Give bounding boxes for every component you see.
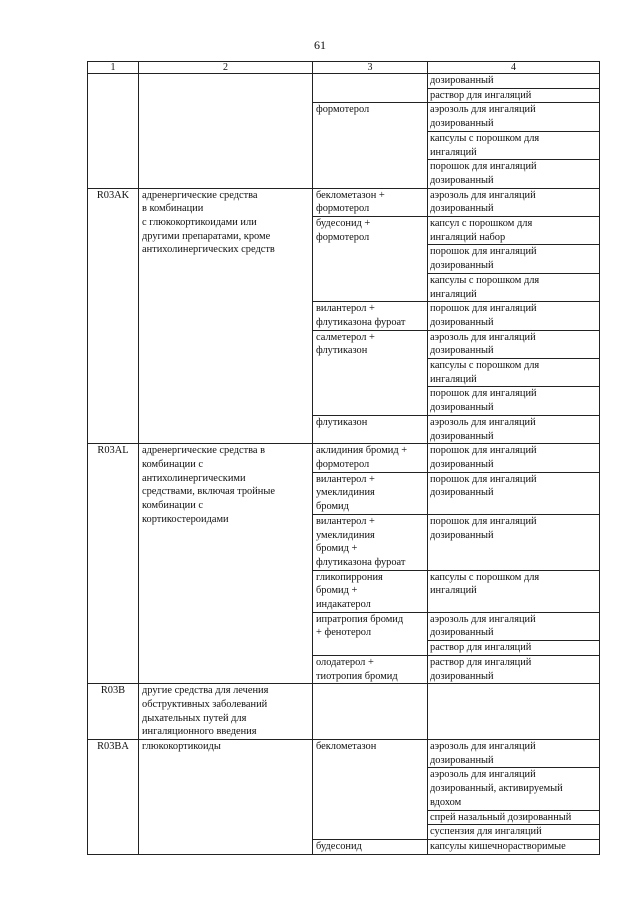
cell-line: умеклидиния — [316, 487, 375, 499]
substance-cell — [313, 684, 428, 740]
cell-line: бромид + — [316, 543, 358, 555]
cell-line: средствами, включая тройные — [142, 486, 275, 498]
header-row — [88, 62, 600, 74]
substance-cell — [313, 570, 428, 612]
dosage-form-cell — [428, 684, 600, 740]
cell-line: капсулы с порошком для — [430, 274, 540, 286]
cell-line: аэрозоль для ингаляций — [430, 741, 536, 753]
cell-line: адренергические средства — [142, 189, 258, 201]
substance-cell — [313, 612, 428, 655]
cell-line: дозированный — [430, 627, 494, 639]
cell-line: флутиказон — [316, 416, 368, 428]
dosage-form-cell — [428, 88, 600, 103]
cell-line: дозированный — [430, 345, 494, 357]
substance-cell — [313, 217, 428, 302]
group-cell — [139, 444, 313, 684]
cell-line: ингаляций — [430, 146, 477, 158]
cell-line: аэрозоль для ингаляций — [430, 104, 536, 116]
cell-line: гликопиррония — [316, 571, 383, 583]
cell-line: ингаляций — [430, 373, 477, 385]
atc-code-cell: R03BA — [88, 740, 139, 855]
cell-line: дозированный, активируемый — [430, 783, 563, 795]
substance-cell — [313, 514, 428, 570]
dosage-form-cell — [428, 359, 600, 387]
table-body — [88, 74, 600, 855]
cell-line: капсулы с порошком для — [430, 360, 540, 372]
dosage-form-cell — [428, 570, 600, 612]
cell-line: дыхательных путей для — [142, 712, 247, 724]
substance-cell — [313, 472, 428, 514]
cell-line: вилантерол + — [316, 515, 375, 527]
cell-line: раствор для ингаляций — [430, 89, 532, 101]
dosage-form-cell — [428, 302, 600, 330]
cell-line: комбинации с — [142, 458, 204, 470]
substance-cell — [313, 330, 428, 415]
cell-line: формотерол — [316, 231, 370, 243]
dosage-form-cell — [428, 387, 600, 415]
cell-line: порошок для ингаляций — [430, 161, 537, 173]
substance-cell — [313, 188, 428, 216]
cell-line: порошок для ингаляций — [430, 445, 537, 457]
cell-line: другие средства для лечения — [142, 685, 269, 697]
cell-line: формотерол — [316, 458, 370, 470]
cell-line: будесонид — [316, 840, 362, 852]
cell-line: капсул с порошком для — [430, 218, 533, 230]
substance-cell — [313, 103, 428, 188]
cell-line: аэрозоль для ингаляций — [430, 189, 536, 201]
cell-line: другими препаратами, кроме — [142, 230, 271, 242]
cell-line: бромид — [316, 501, 349, 513]
cell-line: тиотропия бромид — [316, 670, 398, 682]
table-row — [88, 74, 600, 89]
cell-line: адренергические средства в — [142, 445, 266, 457]
cell-line: беклометазон + — [316, 189, 385, 201]
dosage-form-cell — [428, 131, 600, 159]
cell-line: капсулы с порошком для — [430, 132, 540, 144]
cell-line: кортикостероидами — [142, 513, 229, 525]
dosage-form-cell — [428, 839, 600, 854]
group-cell — [139, 188, 313, 444]
cell-line: дозированный — [430, 754, 494, 766]
substance-cell — [313, 740, 428, 840]
dosage-form-cell — [428, 810, 600, 825]
cell-line: порошок для ингаляций — [430, 246, 537, 258]
cell-line: спрей назальный дозированный — [430, 811, 572, 823]
cell-line: антихолинергическими — [142, 472, 246, 484]
cell-line: порошок для ингаляций — [430, 515, 537, 527]
substance-cell — [313, 444, 428, 472]
dosage-form-cell — [428, 330, 600, 358]
table-row — [88, 684, 600, 740]
table-row — [88, 188, 600, 216]
cell-line: вдохом — [430, 796, 462, 808]
header-col-4: 4 — [428, 62, 600, 74]
dosage-form-cell — [428, 740, 600, 768]
cell-line: будесонид + — [316, 218, 371, 230]
substance-cell — [313, 839, 428, 854]
dosage-form-cell — [428, 273, 600, 301]
atc-code-cell: R03AK — [88, 188, 139, 444]
cell-line: дозированный — [430, 260, 494, 272]
cell-line: порошок для ингаляций — [430, 388, 537, 400]
cell-line: аэрозоль для ингаляций — [430, 769, 536, 781]
dosage-form-cell — [428, 188, 600, 216]
cell-line: обструктивных заболеваний — [142, 698, 268, 710]
cell-line: аэрозоль для ингаляций — [430, 331, 536, 343]
group-cell — [139, 740, 313, 855]
substance-cell — [313, 302, 428, 330]
cell-line: глюкокортикоиды — [142, 741, 221, 753]
dosage-form-cell — [428, 103, 600, 131]
cell-line: дозированный — [430, 430, 494, 442]
cell-line: антихолинергических средств — [142, 244, 275, 256]
dosage-form-cell — [428, 655, 600, 683]
dosage-form-cell — [428, 160, 600, 188]
cell-line: порошок для ингаляций — [430, 303, 537, 315]
cell-line: в комбинации — [142, 203, 204, 215]
cell-line: дозированный — [430, 402, 494, 414]
cell-line: с глюкокортикоидами или — [142, 217, 257, 229]
cell-line: ипратропия бромид — [316, 613, 404, 625]
substance-cell — [313, 415, 428, 443]
cell-line: дозированный — [430, 487, 494, 499]
dosage-form-cell — [428, 768, 600, 810]
cell-line: формотерол — [316, 203, 370, 215]
atc-code-cell: R03B — [88, 684, 139, 740]
cell-line: индакатерол — [316, 599, 371, 611]
table-row — [88, 444, 600, 472]
header-col-2: 2 — [139, 62, 313, 74]
cell-line: дозированный — [430, 458, 494, 470]
cell-line: дозированный — [430, 174, 494, 186]
cell-line: аэрозоль для ингаляций — [430, 416, 536, 428]
dosage-form-cell — [428, 444, 600, 472]
atc-code-cell — [88, 74, 139, 189]
dosage-form-cell — [428, 612, 600, 640]
cell-line: + фенотерол — [316, 627, 372, 639]
dosage-form-cell — [428, 641, 600, 656]
cell-line: салметерол + — [316, 331, 375, 343]
cell-line: дозированный — [430, 203, 494, 215]
substance-cell — [313, 655, 428, 683]
cell-line: порошок для ингаляций — [430, 473, 537, 485]
cell-line: аклидиния бромид + — [316, 445, 408, 457]
header-col-3: 3 — [313, 62, 428, 74]
cell-line: олодатерол + — [316, 656, 374, 668]
cell-line: беклометазон — [316, 741, 377, 753]
cell-line: бромид + — [316, 585, 358, 597]
cell-line: капсулы кишечнорастворимые — [430, 840, 566, 852]
cell-line: ингаляций — [430, 288, 477, 300]
group-cell — [139, 684, 313, 740]
cell-line: раствор для ингаляций — [430, 642, 532, 654]
substance-cell — [313, 74, 428, 103]
dosage-form-cell — [428, 825, 600, 840]
cell-line: дозированный — [430, 529, 494, 541]
dosage-form-cell — [428, 217, 600, 245]
cell-line: дозированный — [430, 670, 494, 682]
cell-line: флутиказона фуроат — [316, 556, 406, 568]
dosage-form-cell — [428, 415, 600, 443]
dosage-form-cell — [428, 245, 600, 273]
cell-line: формотерол — [316, 104, 370, 116]
cell-line: ингаляций — [430, 585, 477, 597]
cell-line: флутиказон — [316, 345, 368, 357]
cell-line: раствор для ингаляций — [430, 656, 532, 668]
cell-line: комбинации с — [142, 500, 204, 512]
cell-line: флутиказона фуроат — [316, 316, 406, 328]
group-cell — [139, 74, 313, 189]
page-number: 61 — [314, 38, 326, 52]
dosage-form-cell — [428, 74, 600, 89]
cell-line: дозированный — [430, 316, 494, 328]
table-row — [88, 740, 600, 768]
cell-line: дозированный — [430, 75, 494, 86]
cell-line: ингаляционного введения — [142, 726, 257, 738]
cell-line: ингаляций набор — [430, 231, 506, 243]
cell-line: капсулы с порошком для — [430, 571, 540, 583]
dosage-form-cell — [428, 472, 600, 514]
cell-line: суспензия для ингаляций — [430, 826, 542, 838]
cell-line: умеклидиния — [316, 529, 375, 541]
cell-line: дозированный — [430, 118, 494, 130]
dosage-form-cell — [428, 514, 600, 570]
drug-table — [87, 61, 600, 855]
cell-line: вилантерол + — [316, 473, 375, 485]
cell-line: аэрозоль для ингаляций — [430, 613, 536, 625]
cell-line: вилантерол + — [316, 303, 375, 315]
atc-code-cell: R03AL — [88, 444, 139, 684]
header-col-1: 1 — [88, 62, 139, 74]
